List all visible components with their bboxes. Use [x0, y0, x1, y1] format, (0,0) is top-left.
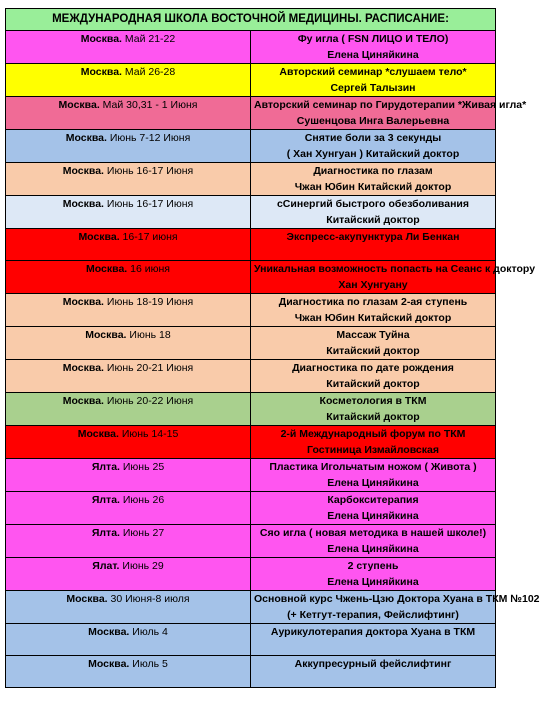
date-label: Июнь 18-19 Июня [103, 296, 194, 308]
event-detail: Китайский доктор [326, 345, 420, 357]
event-cell [251, 393, 496, 426]
schedule-row [6, 624, 496, 656]
event-title: Диагностика по глазам [313, 165, 433, 177]
event-title: Диагностика по дате рождения [292, 362, 454, 374]
event-cell [251, 459, 496, 492]
event-title: Уникальная возможность попасть на Сеанс к доктору [254, 263, 536, 275]
date-cell [6, 229, 251, 261]
date-label: Июнь 18 [126, 329, 171, 341]
date-cell [6, 97, 251, 130]
date-cell [6, 558, 251, 591]
event-title: Сяо игла ( новая методика в нашей школе!) [259, 527, 487, 539]
city-label: Москва. [58, 99, 100, 111]
event-title: Карбокситерапия [327, 494, 419, 506]
schedule-row [6, 426, 496, 459]
event-cell [251, 624, 496, 656]
date-cell [6, 163, 251, 196]
event-detail: Елена Циняйкина [327, 477, 419, 489]
event-cell [251, 130, 496, 163]
date-label: Июнь 16-17 Июня [103, 165, 194, 177]
event-cell [251, 64, 496, 97]
city-label: Москва. [88, 658, 130, 670]
event-cell [251, 426, 496, 459]
city-label: Москва. [62, 395, 104, 407]
event-detail: Хан Хунгуану [338, 279, 408, 291]
event-title: 2-й Международный форум по ТКМ [280, 428, 466, 440]
event-title: Косметология в ТКМ [319, 395, 427, 407]
event-cell [251, 360, 496, 393]
date-label: Июнь 26 [119, 494, 165, 506]
city-label: Москва. [62, 198, 104, 210]
date-label: Июнь 14-15 [118, 428, 179, 440]
date-label: Май 30,31 - 1 Июня [99, 99, 198, 111]
event-title: Экспресс-акупунктура Ли Бенкан [286, 231, 460, 243]
event-cell [251, 196, 496, 229]
event-cell [251, 656, 496, 688]
date-cell [6, 327, 251, 360]
event-detail: Чжан Юбин Китайский доктор [294, 181, 452, 193]
date-label: Июль 5 [129, 658, 168, 670]
event-detail: ( Хан Хунгуан ) Китайский доктор [286, 148, 460, 160]
schedule-row [6, 229, 496, 261]
date-cell [6, 196, 251, 229]
city-label: Москва. [85, 329, 127, 341]
city-label: Ялат. [92, 560, 120, 572]
city-label: Москва. [86, 263, 128, 275]
schedule-table [5, 8, 540, 688]
date-cell [6, 261, 251, 294]
date-cell [6, 294, 251, 327]
date-cell [6, 459, 251, 492]
event-cell [251, 31, 496, 64]
event-detail: Сергей Талызин [330, 82, 416, 94]
event-title: Массаж Туйна [336, 329, 410, 341]
event-title: сСинергий быстрого обезболивания [276, 198, 470, 210]
city-label: Москва. [80, 66, 122, 78]
schedule-row [6, 558, 496, 591]
event-cell [251, 294, 496, 327]
date-cell [6, 492, 251, 525]
event-detail: (+ Кетгут-терапия, Фейслифтинг) [287, 609, 459, 621]
city-label: Москва. [77, 428, 119, 440]
event-cell [251, 525, 496, 558]
city-label: Москва. [65, 132, 107, 144]
event-title: Авторский семинар по Гирудотерапии *Живая игла* [254, 99, 527, 111]
schedule-row [6, 31, 496, 64]
event-cell [251, 327, 496, 360]
event-cell [251, 261, 536, 294]
date-cell [6, 591, 251, 624]
date-label: Июль 4 [129, 626, 168, 638]
event-detail: Китайский доктор [326, 411, 420, 423]
schedule-row [6, 591, 496, 624]
schedule-row [6, 261, 496, 294]
date-label: Май 26-28 [121, 66, 176, 78]
schedule-row [6, 294, 496, 327]
date-cell [6, 360, 251, 393]
date-cell [6, 130, 251, 163]
event-title: Снятие боли за 3 секунды [304, 132, 442, 144]
date-cell [6, 656, 251, 688]
date-label: 16 июня [127, 263, 170, 275]
event-detail: Китайский доктор [326, 378, 420, 390]
date-label: Июнь 16-17 Июня [103, 198, 194, 210]
date-cell [6, 426, 251, 459]
schedule-row [6, 163, 496, 196]
event-title: 2 ступень [347, 560, 399, 572]
event-title: Диагностика по глазам 2-ая ступень [278, 296, 468, 308]
schedule-row [6, 459, 496, 492]
date-label: Июнь 29 [119, 560, 164, 572]
city-label: Москва. [62, 296, 104, 308]
date-cell [6, 624, 251, 656]
city-label: Москва. [80, 33, 122, 45]
date-cell [6, 31, 251, 64]
event-title: Основной курс Чжень-Цзю Доктора Хуана в ТКМ №102 [254, 593, 540, 605]
city-label: Москва. [78, 231, 120, 243]
date-label: Июнь 20-21 Июня [103, 362, 194, 374]
event-detail: Чжан Юбин Китайский доктор [294, 312, 452, 324]
event-detail: Елена Циняйкина [327, 576, 419, 588]
date-cell [6, 393, 251, 426]
schedule-row [6, 64, 496, 97]
event-cell [251, 97, 527, 130]
schedule-title: МЕЖДУНАРОДНАЯ ШКОЛА ВОСТОЧНОЙ МЕДИЦИНЫ. РАСПИСАНИЕ: [6, 9, 496, 31]
event-title: Авторский семинар *слушаем тело* [279, 66, 467, 78]
event-cell [251, 229, 496, 261]
schedule-row [6, 492, 496, 525]
event-title: Аурикулотерапия доктора Хуана в ТКМ [270, 626, 476, 638]
event-cell [251, 163, 496, 196]
event-detail: Елена Циняйкина [327, 49, 419, 61]
schedule-row [6, 196, 496, 229]
event-cell [251, 591, 540, 624]
schedule-row [6, 360, 496, 393]
event-title: Фу игла ( FSN ЛИЦО И ТЕЛО) [297, 33, 449, 45]
schedule-row [6, 656, 496, 688]
date-label: Июнь 25 [119, 461, 165, 473]
schedule-row [6, 393, 496, 426]
city-label: Москва. [62, 165, 104, 177]
date-label: 30 Июня-8 июля [107, 593, 190, 605]
date-label: Июнь 7-12 Июня [106, 132, 191, 144]
schedule-row [6, 130, 496, 163]
event-title: Пластика Игольчатым ножом ( Живота ) [269, 461, 477, 473]
header-row [6, 9, 496, 31]
date-label: Май 21-22 [121, 33, 176, 45]
date-cell [6, 64, 251, 97]
city-label: Ялта. [91, 527, 120, 539]
city-label: Москва. [88, 626, 130, 638]
city-label: Москва. [62, 362, 104, 374]
date-cell [6, 525, 251, 558]
event-cell [251, 492, 496, 525]
schedule-row [6, 327, 496, 360]
event-detail: Елена Циняйкина [327, 543, 419, 555]
schedule-row [6, 525, 496, 558]
date-label: Июнь 20-22 Июня [103, 395, 194, 407]
city-label: Москва. [66, 593, 108, 605]
schedule-row [6, 97, 496, 130]
date-label: Июнь 27 [119, 527, 165, 539]
event-detail: Сушенцова Инга Валерьевна [296, 115, 450, 127]
event-detail: Елена Циняйкина [327, 510, 419, 522]
event-title: Аккупресурный фейслифтинг [294, 658, 452, 670]
event-detail: Китайский доктор [326, 214, 420, 226]
date-label: 16-17 июня [119, 231, 178, 243]
city-label: Ялта. [91, 461, 120, 473]
schedule-sheet [5, 8, 540, 688]
event-cell [251, 558, 496, 591]
city-label: Ялта. [91, 494, 120, 506]
event-detail: Гостиница Измайловская [307, 444, 439, 456]
